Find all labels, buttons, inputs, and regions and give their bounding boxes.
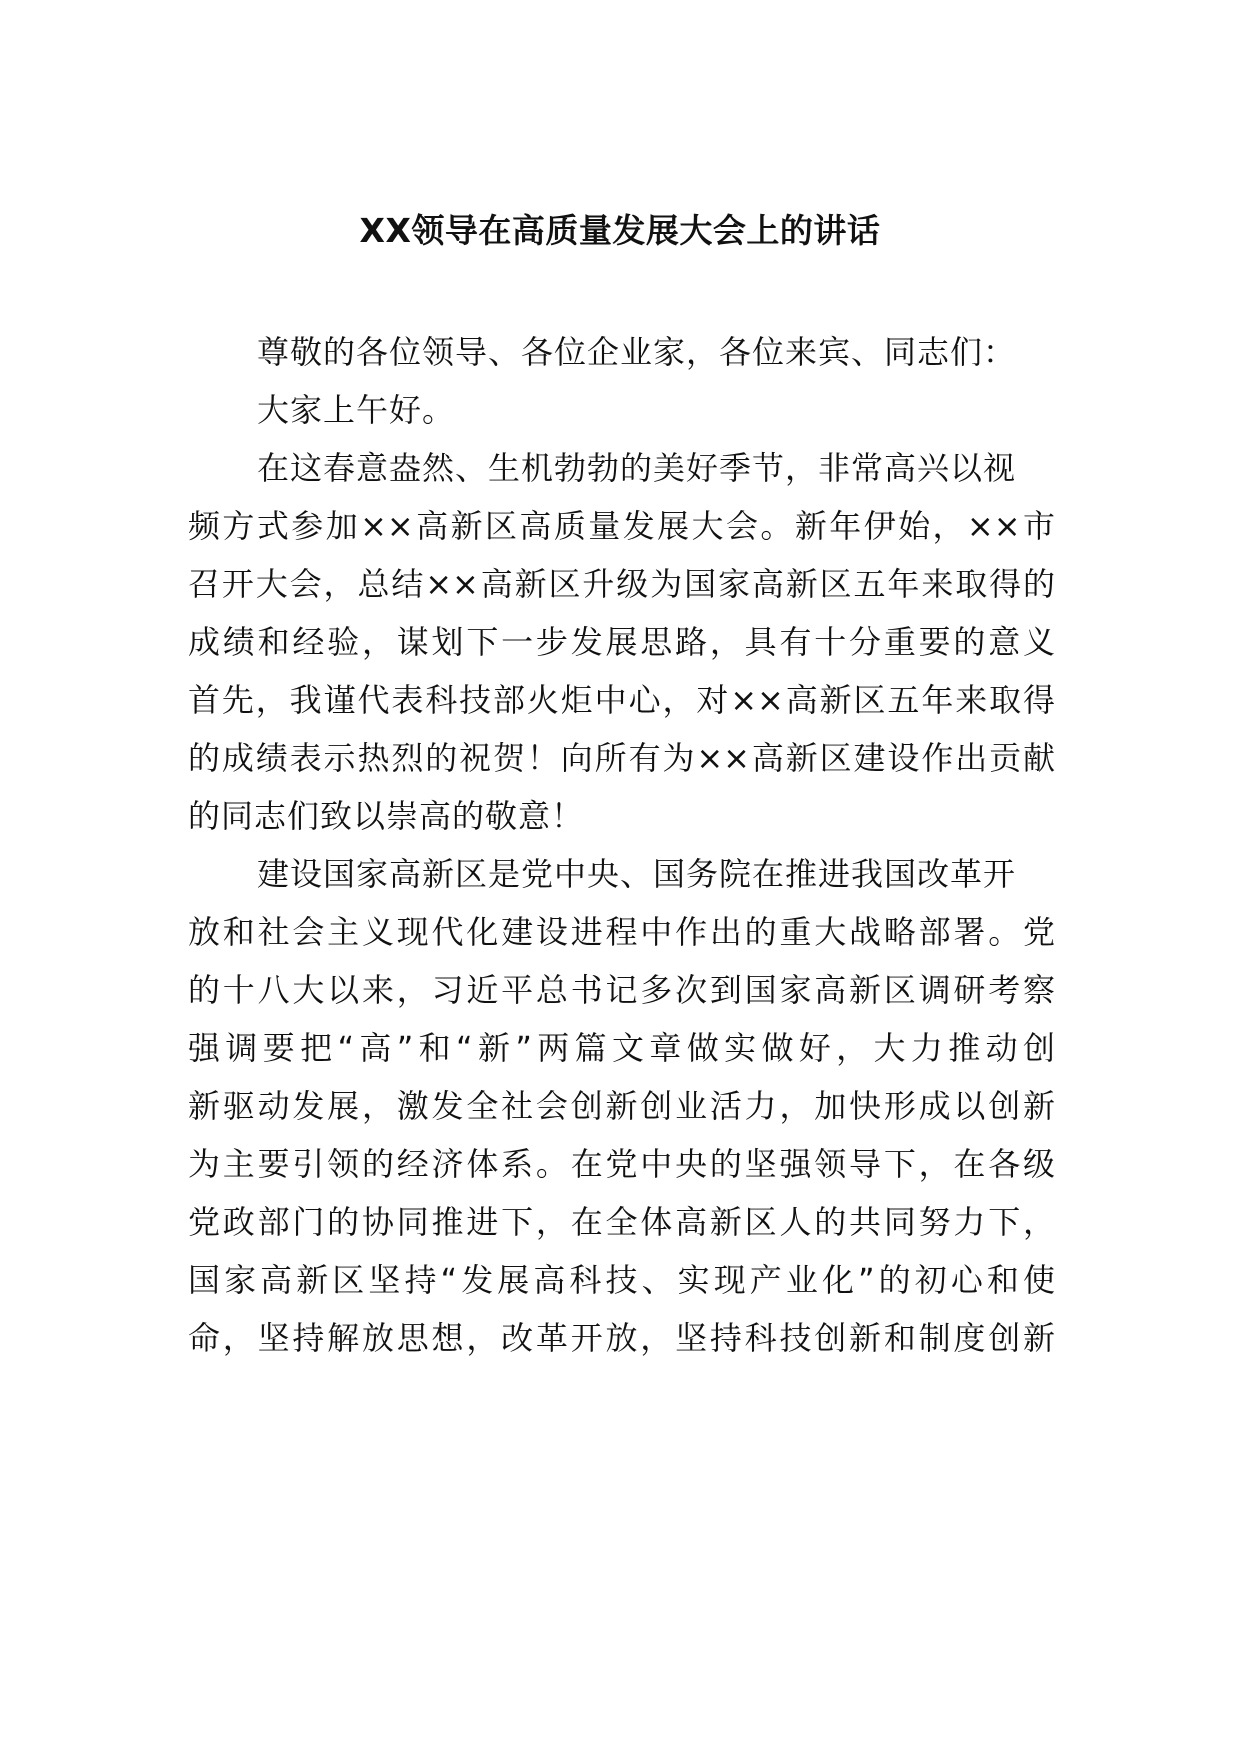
paragraph-1-line: 首先，我谨代表科技部火炬中心，对××高新区五年来取得: [188, 681, 1055, 719]
paragraph-2-line: 的十八大以来，习近平总书记多次到国家高新区调研考察: [188, 971, 1055, 1009]
salutation: 尊敬的各位领导、各位企业家，各位来宾、同志们：: [257, 333, 1017, 371]
paragraph-2-line: 国家高新区坚持“发展高科技、实现产业化”的初心和使: [188, 1261, 1055, 1299]
paragraph-1-line: 成绩和经验，谋划下一步发展思路，具有十分重要的意义: [188, 623, 1055, 661]
paragraph-2-line: 新驱动发展，激发全社会创新创业活力，加快形成以创新: [188, 1087, 1055, 1125]
paragraph-1-line: 频方式参加××高新区高质量发展大会。新年伊始，××市: [188, 507, 1055, 545]
paragraph-2-line: 为主要引领的经济体系。在党中央的坚强领导下，在各级: [188, 1145, 1055, 1183]
paragraph-1-line: 召开大会，总结××高新区升级为国家高新区五年来取得的: [188, 565, 1055, 603]
paragraph-2-line: 命，坚持解放思想，改革开放，坚持科技创新和制度创新: [188, 1319, 1055, 1357]
document-title: XX领导在高质量发展大会上的讲话: [359, 211, 881, 250]
paragraph-1-line: 的成绩表示热烈的祝贺！向所有为××高新区建设作出贡献: [188, 739, 1055, 777]
paragraph-2-line: 强调要把“高”和“新”两篇文章做实做好，大力推动创: [188, 1029, 1055, 1067]
paragraph-2-line: 党政部门的协同推进下，在全体高新区人的共同努力下，: [188, 1203, 1055, 1241]
paragraph-1-line: 的同志们致以崇高的敬意！: [188, 797, 585, 835]
paragraph-1-line: 在这春意盎然、生机勃勃的美好季节，非常高兴以视: [257, 449, 1017, 487]
greeting: 大家上午好。: [257, 391, 456, 429]
paragraph-2-line: 建设国家高新区是党中央、国务院在推进我国改革开: [257, 855, 1017, 893]
paragraph-2-line: 放和社会主义现代化建设进程中作出的重大战略部署。党: [188, 913, 1055, 951]
